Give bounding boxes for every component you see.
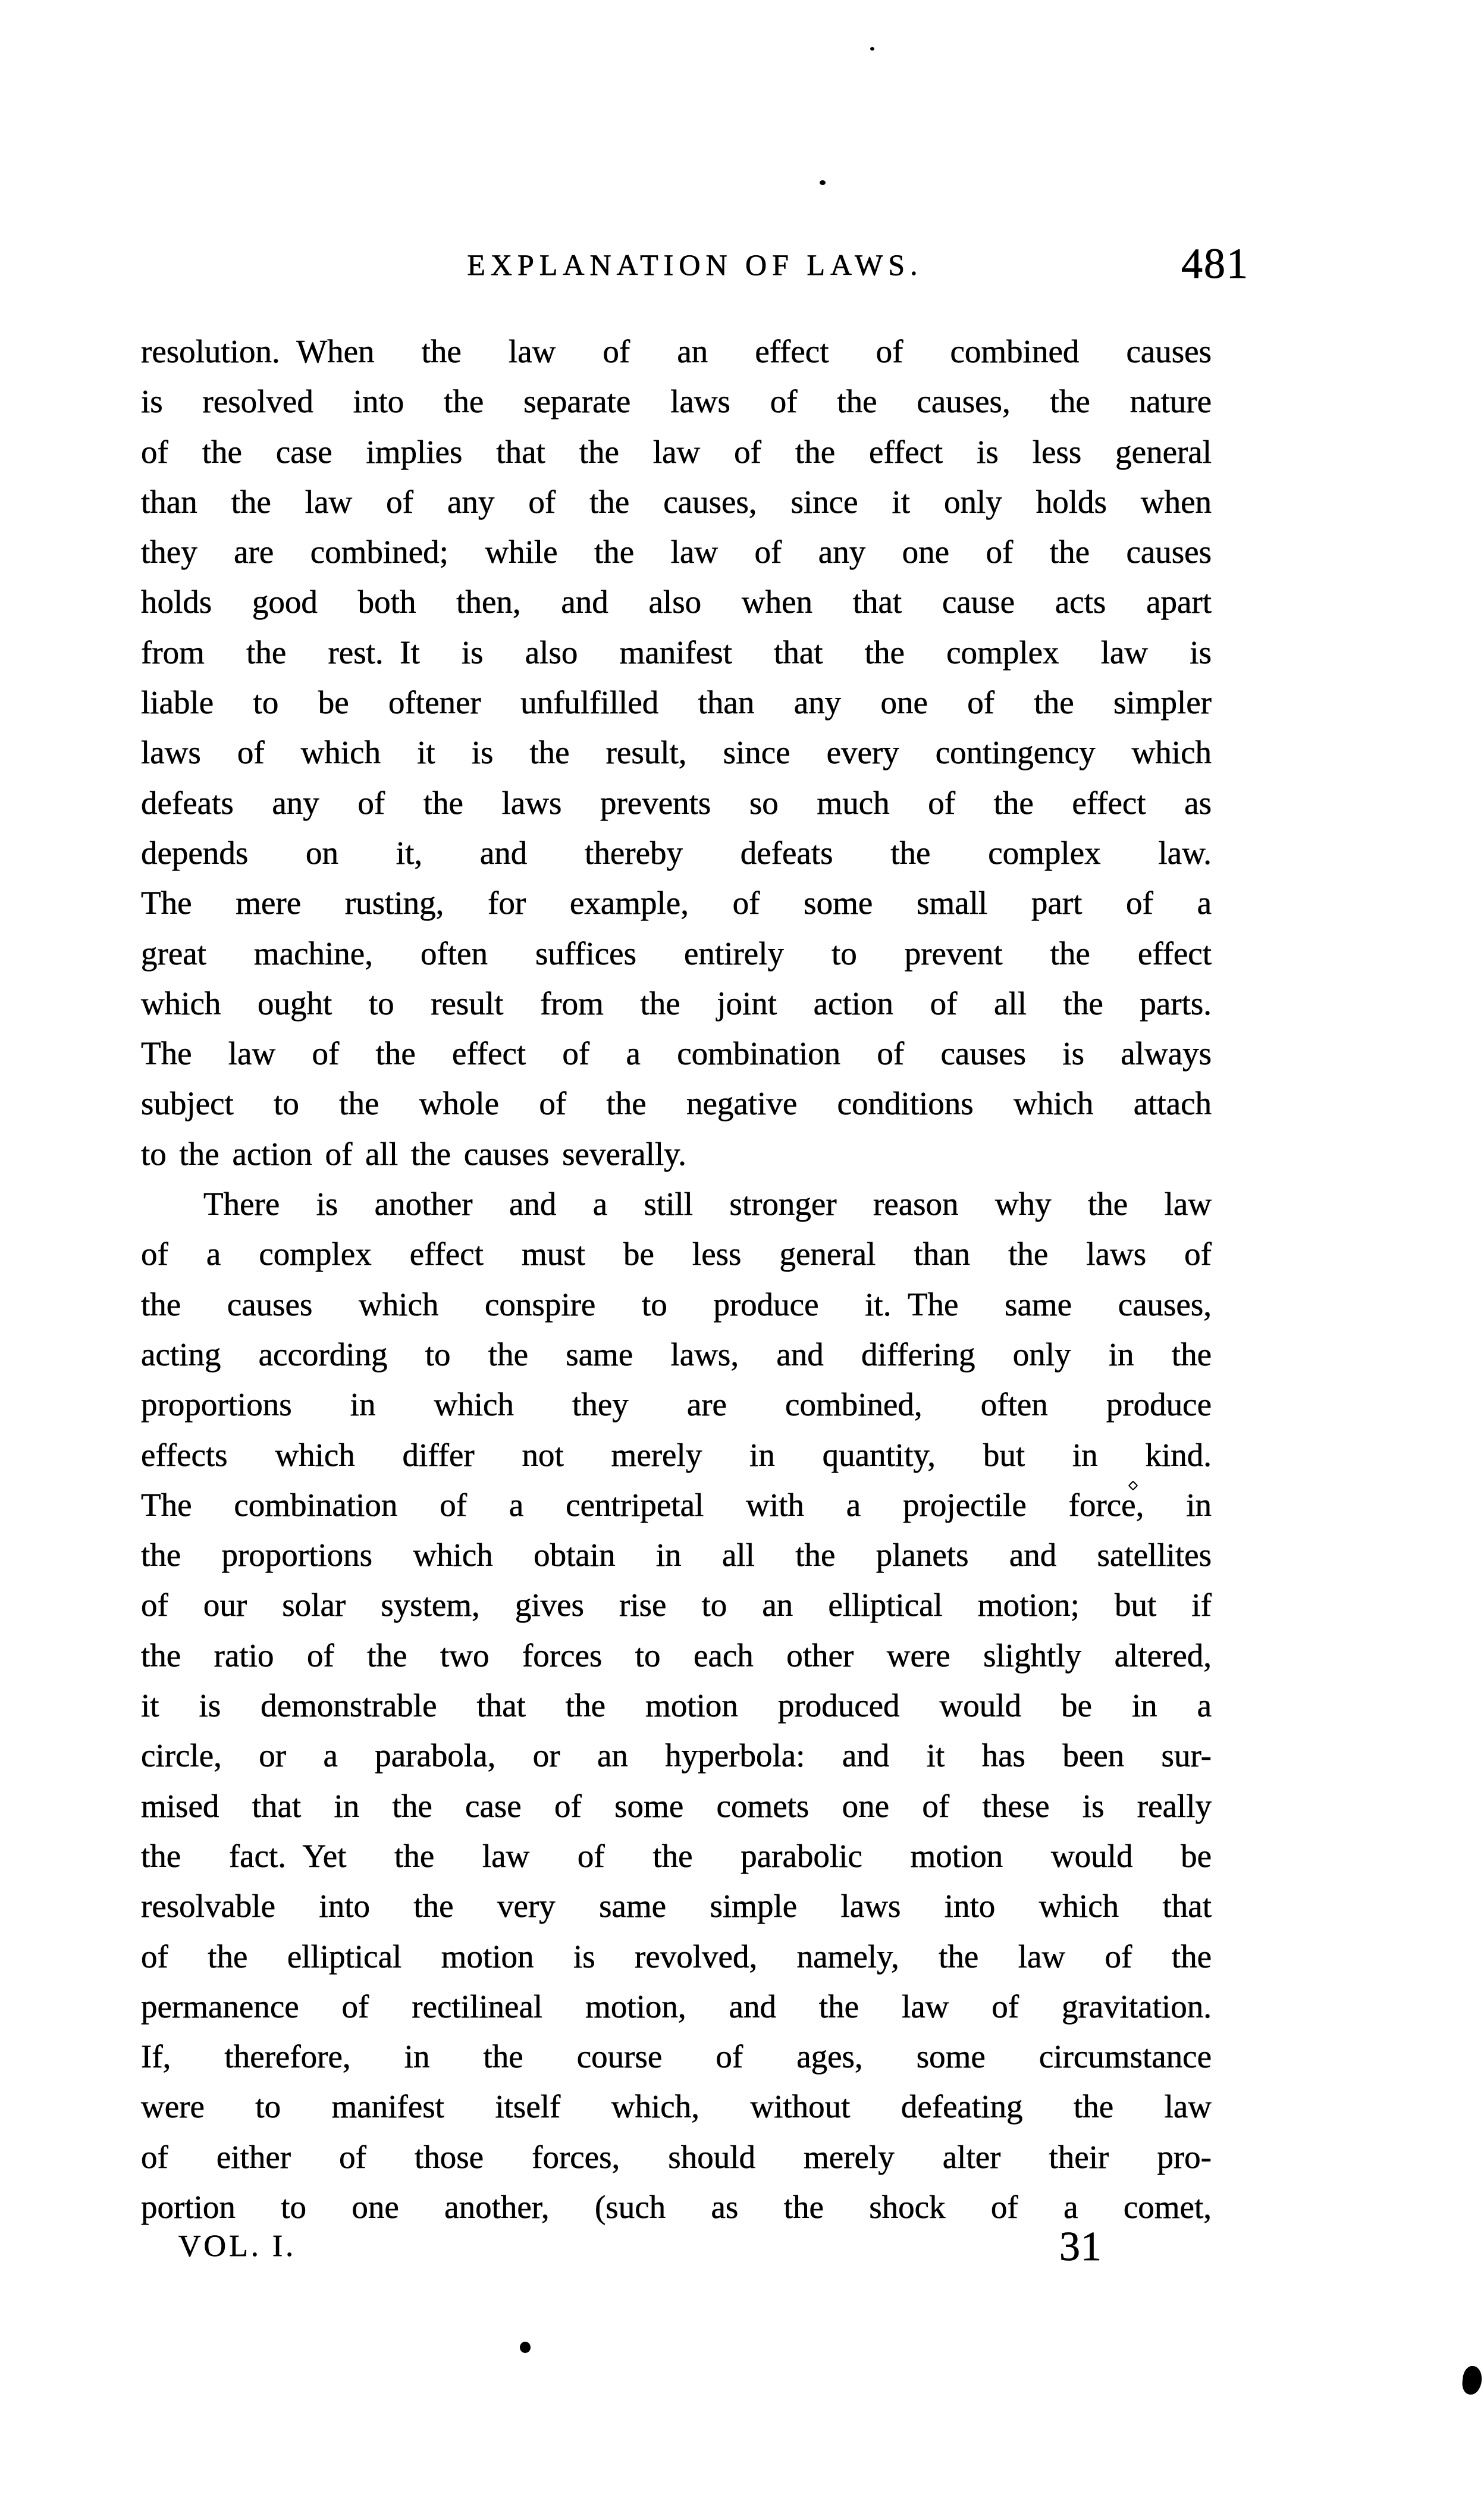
text-line: acting according to the same laws, and differing only in the [141, 1336, 1212, 1373]
ink-speck-top [820, 180, 826, 185]
ink-dot-bottom-center [520, 2342, 531, 2353]
text-line: of our solar system, gives rise to an elliptical motion; but if [141, 1587, 1212, 1624]
text-line: of the elliptical motion is revolved, namely, the law of the [141, 1938, 1212, 1975]
text-line: portion to one another, (such as the shock of a comet, [141, 2188, 1212, 2225]
text-line: of either of those forces, should merely alter their pro- [141, 2138, 1212, 2175]
text-line: effects which differ not merely in quantity, but in kind. [141, 1436, 1212, 1473]
text-line: they are combined; while the law of any one of the causes [141, 534, 1212, 571]
text-line: resolution. When the law of an effect of combined causes [141, 333, 1212, 369]
text-line: The combination of a centripetal with a projectile force, in [141, 1486, 1212, 1523]
text-line: the causes which conspire to produce it. The same causes, [141, 1286, 1212, 1323]
text-line: than the law of any of the causes, since it only holds when [141, 483, 1212, 520]
text-line: is resolved into the separate laws of the causes, the nature [141, 383, 1212, 420]
text-line: the fact. Yet the law of the parabolic motion would be [141, 1837, 1212, 1874]
text-line: liable to be oftener unfulfilled than any one of the simpler [141, 684, 1212, 721]
text-line: permanence of rectilineal motion, and the law of gravitation. [141, 1988, 1212, 2025]
text-line: from the rest. It is also manifest that the complex law is [141, 634, 1212, 670]
text-line: proportions in which they are combined, often produce [141, 1386, 1212, 1423]
ink-speck-top-small [870, 47, 874, 51]
text-line: to the action of all the causes severally. [141, 1135, 686, 1172]
footer-signature-number: 31 [1059, 2224, 1102, 2270]
text-line: circle, or a parabola, or an hyperbola: and it has been sur- [141, 1737, 1212, 1774]
text-line: great machine, often suffices entirely to prevent the effect [141, 935, 1212, 972]
text-line: the proportions which obtain in all the planets and satellites [141, 1537, 1212, 1574]
text-line: resolvable into the very same simple laws into which that [141, 1888, 1212, 1925]
page-title: EXPLANATION OF LAWS. [467, 248, 923, 281]
text-line: mised that in the case of some comets one of these is really [141, 1787, 1212, 1824]
text-line: There is another and a still stronger reason why the law [203, 1186, 1212, 1223]
running-head [141, 240, 1249, 288]
text-line: If, therefore, in the course of ages, some circumstance [141, 2038, 1212, 2075]
footer-volume-label: VOL. I. [178, 2229, 297, 2263]
text-line: it is demonstrable that the motion produced would be in a [141, 1687, 1212, 1724]
text-line: subject to the whole of the negative conditions which attach [141, 1085, 1212, 1122]
text-line: of the case implies that the law of the effect is less general [141, 433, 1212, 470]
text-line: The mere rusting, for example, of some small part of a [141, 885, 1212, 922]
text-line: defeats any of the laws prevents so much of the effect as [141, 784, 1212, 821]
text-line: the ratio of the two forces to each other were slightly altered, [141, 1637, 1212, 1674]
ink-blob-right-edge [1461, 2365, 1483, 2395]
text-line: which ought to result from the joint action of all the parts. [141, 985, 1212, 1022]
page-number: 481 [1181, 240, 1249, 287]
text-line: laws of which it is the result, since every contingency which [141, 734, 1212, 771]
text-line: holds good both then, and also when that cause acts apart [141, 584, 1212, 621]
body-text-block [141, 327, 1212, 2232]
text-line: of a complex effect must be less general than the laws of [141, 1236, 1212, 1273]
text-line: depends on it, and thereby defeats the complex law. [141, 834, 1212, 871]
text-line: were to manifest itself which, without defeating the law [141, 2088, 1212, 2125]
text-line: The law of the effect of a combination of causes is always [141, 1035, 1212, 1072]
